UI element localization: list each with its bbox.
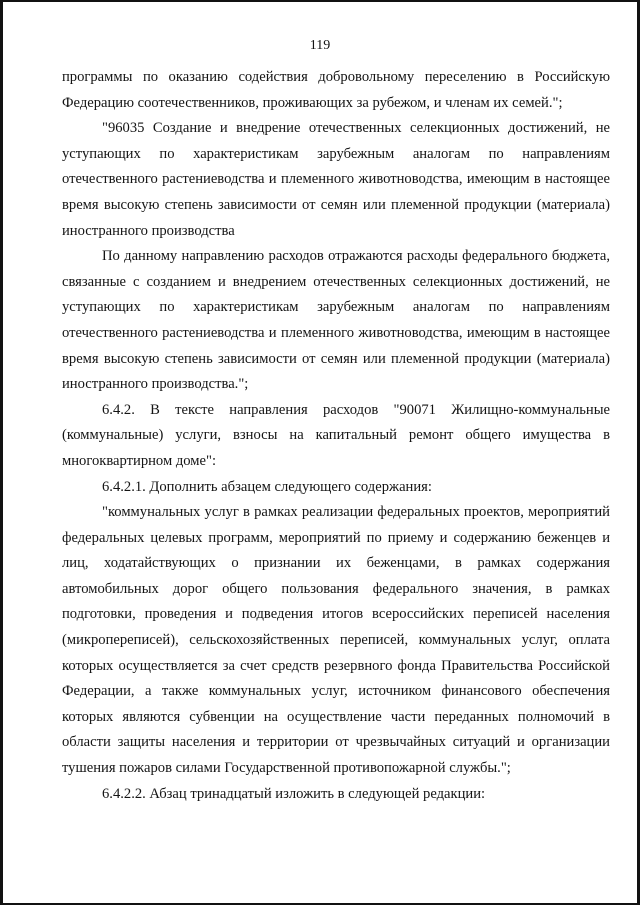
paragraph: По данному направлению расходов отражаются расходы федерального бюджета, связанные с созданием и внедрением отечественных селекционных достижений, не уступающих по характеристикам зарубежным аналогам по направлениям отечественного растениеводства и племенного животноводства, имеющим в настоящее время высокую степень зависимости от семян или племенной продукции (материала) иностранного производства."; bbox=[62, 248, 610, 393]
scan-border-left bbox=[0, 0, 3, 905]
scan-border-top bbox=[0, 0, 640, 2]
paragraph: "96035 Создание и внедрение отечественных селекционных достижений, не уступающих по характеристикам зарубежным аналогам по направлениям отечественного растениеводства и племенного животноводства, имеющим в настоящее время высокую степень зависимости от семян или племенной продукции (материала) иностранного производства bbox=[62, 120, 610, 239]
paragraph: 6.4.2. В тексте направления расходов "90071 Жилищно-коммунальные (коммунальные) услуги, взносы на капитальный ремонт общего имущества в многоквартирном доме": bbox=[62, 401, 610, 469]
paragraph: 6.4.2.1. Дополнить абзацем следующего содержания: bbox=[102, 478, 432, 495]
paragraph: 6.4.2.2. Абзац тринадцатый изложить в следующей редакции: bbox=[102, 785, 486, 802]
page-number: 119 bbox=[309, 38, 331, 53]
paragraph: "коммунальных услуг в рамках реализации федеральных проектов, мероприятий федеральных целевых программ, мероприятий по приему и содержанию беженцев и лиц, ходатайствующих о признании их беженцами, в рамках содержания автомобильных дорог общего пользования федерального значения, в рамках подготовки, проведения и подведения итогов всероссийских переписей населения (микропереписей), сельскохозяйственных переписей, коммунальных услуг, оплата которых осуществляется за счет средств резервного фонда Правительства Российской Федерации, а также коммунальных услуг, источником финансового обеспечения которых являются субвенции на осуществление части переданных полномочий в области защиты населения и территории от чрезвычайных ситуаций и организации тушения пожаров силами Государственной противопожарной службы."; bbox=[62, 504, 610, 777]
body-text bbox=[62, 65, 610, 807]
paragraph: программы по оказанию содействия добровольному переселению в Российскую Федерацию соотечественников, проживающих за рубежом, и членам их семей."; bbox=[62, 69, 610, 111]
